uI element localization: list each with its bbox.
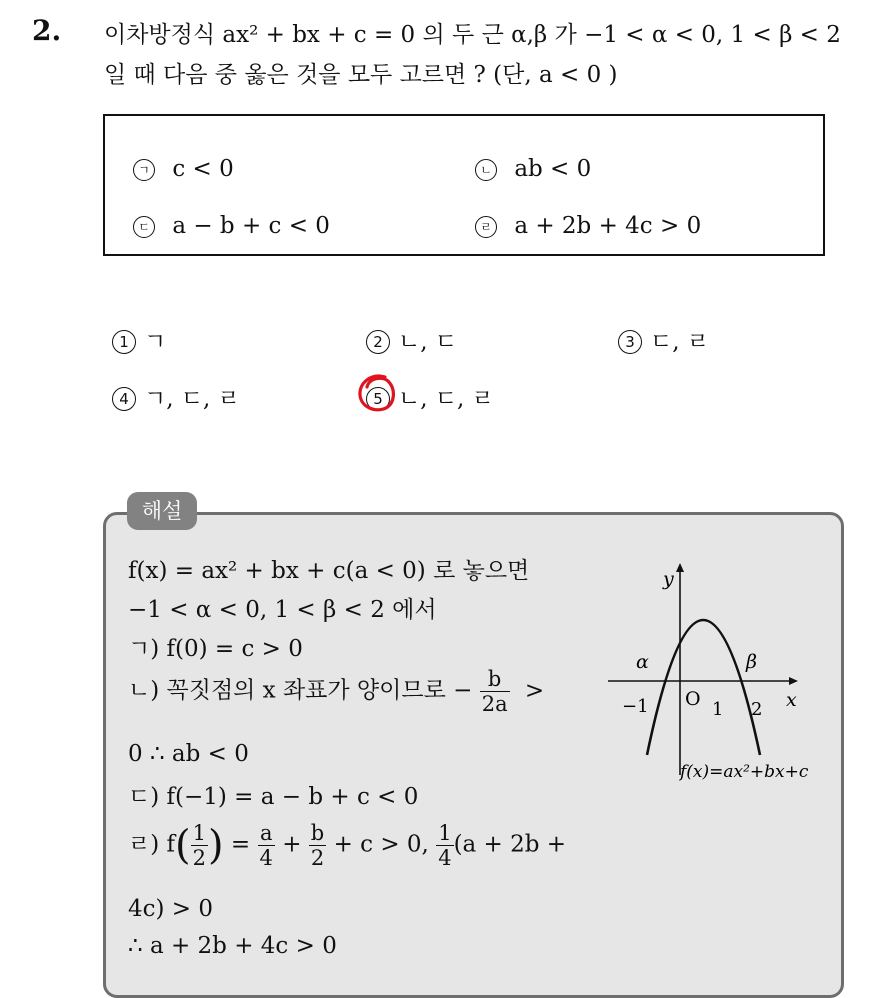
solution-line-9: ∴ a + 2b + 4c > 0	[128, 933, 337, 959]
choice-3[interactable]: 3 ㄷ, ㄹ	[618, 323, 709, 356]
solution-tab: 해설	[127, 492, 197, 530]
question-number: 2.	[32, 14, 62, 47]
condition-b	[475, 156, 591, 182]
condition-a-text: c < 0	[172, 156, 234, 182]
marker-giyeok: ㄱ	[133, 159, 155, 181]
solution-line-1: f(x) = ax² + bx + c(a < 0) 로 놓으면	[128, 558, 530, 584]
tick-minus-1: −1	[622, 696, 649, 717]
question-line-1: 이차방정식 ax² + bx + c = 0 의 두 근 α,β 가 −1 < α < 0, 1 < β < 2	[104, 22, 841, 48]
tick-1: 1	[712, 699, 724, 720]
marker-digeut: ㄷ	[133, 216, 155, 238]
condition-b-text: ab < 0	[514, 156, 592, 182]
selected-answer-mark	[355, 371, 399, 415]
y-axis-arrow	[676, 563, 684, 572]
curve-label: f(x)=ax²+bx+c	[680, 762, 809, 782]
x-axis-arrow	[789, 677, 798, 685]
marker-nieun: ㄴ	[475, 159, 497, 181]
alpha-label: α	[636, 651, 649, 673]
parabola-graph	[600, 555, 840, 795]
condition-c-text: a − b + c < 0	[172, 213, 330, 239]
y-label: y	[663, 568, 674, 590]
choice-4[interactable]: 4 ㄱ, ㄷ, ㄹ	[112, 380, 240, 413]
condition-c	[133, 213, 330, 239]
solution-line-7: ㄹ) f( $\frac{1}{2}$ ) = $\frac{a}{4}$ + $\frac{b}{2}$ + c > 0, $\frac{1}{4}$ (a + 2b +	[128, 821, 567, 870]
solution-line-2: −1 < α < 0, 1 < β < 2 에서	[128, 597, 437, 623]
condition-a	[133, 156, 234, 182]
solution-line-8: 4c) > 0	[128, 896, 214, 922]
solution-line-3: ㄱ) f(0) = c > 0	[128, 636, 303, 662]
tick-2: 2	[751, 699, 763, 720]
choice-1[interactable]: 1 ㄱ	[112, 323, 166, 356]
solution-line-4: ㄴ) 꼭짓점의 x 좌표가 양이므로 − $\frac{b}{2a}$ >	[128, 667, 545, 716]
origin-label: O	[685, 688, 701, 710]
choice-2[interactable]: 2 ㄴ, ㄷ	[366, 323, 457, 356]
solution-line-6: ㄷ) f(−1) = a − b + c < 0	[128, 784, 419, 810]
solution-line-5: 0 ∴ ab < 0	[128, 741, 249, 767]
condition-d	[475, 213, 701, 239]
x-label: x	[786, 689, 797, 711]
question-line-2: 일 때 다음 중 옳은 것을 모두 고르면 ? (단, a < 0 )	[104, 62, 618, 88]
choice-5[interactable]: 5 ㄴ, ㄷ, ㄹ	[366, 380, 494, 413]
beta-label: β	[746, 651, 757, 673]
marker-rieul: ㄹ	[475, 216, 497, 238]
condition-d-text: a + 2b + 4c > 0	[514, 213, 702, 239]
fraction-b-over-2a: $\frac{b}{2a}$	[481, 667, 508, 716]
parabola-curve	[647, 620, 763, 755]
